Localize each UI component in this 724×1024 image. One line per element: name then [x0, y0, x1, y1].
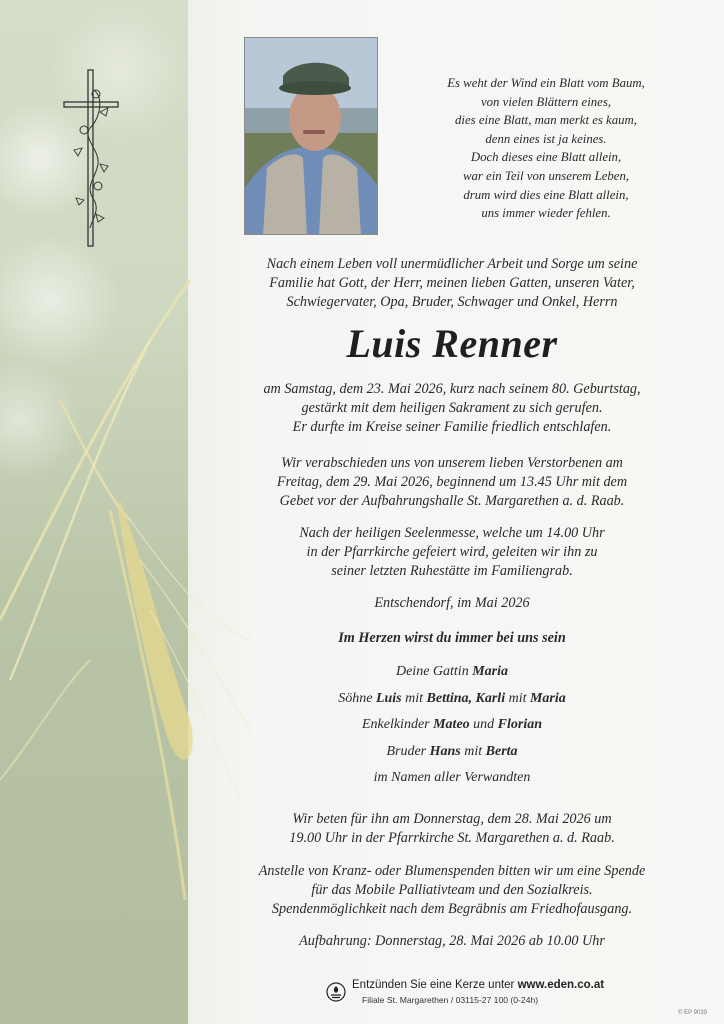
viewing-notice: Aufbahrung: Donnerstag, 28. Mai 2026 ab 10.00 Uhr [299, 933, 605, 949]
mourner-name: Hans [429, 743, 461, 759]
mourner-name: Berta [485, 743, 518, 759]
mourners-list [222, 662, 682, 795]
mass-line: in der Pfarrkirche gefeiert wird, geleiten wir ihn zu [306, 544, 598, 560]
portrait-figure [245, 38, 378, 235]
eden-logo-icon [326, 982, 346, 1002]
farewell-notice [222, 454, 682, 511]
donation-line: für das Mobile Palliativteam und den Sozialkreis. [311, 882, 593, 898]
mourner-name: Maria [472, 664, 508, 679]
mourner-label: mit [401, 690, 427, 706]
death-line: gestärkt mit dem heiligen Sakrament zu sich gerufen. [301, 400, 603, 416]
intro-line: Schwiegervater, Opa, Bruder, Schwager und Onkel, Herrn [286, 294, 618, 310]
mourner-name: Bettina, Karli [426, 690, 506, 706]
candle-footer [352, 979, 604, 991]
poem-line: dies eine Blatt, man merkt es kaum, [455, 113, 637, 128]
cross-with-roses-icon [60, 68, 122, 248]
branch-info: Filiale St. Margarethen / 03115-27 100 (0-24h) [362, 995, 539, 1005]
mourner-label: Deine Gattin [395, 664, 473, 679]
prayer-notice [222, 810, 682, 848]
mass-line: Nach der heiligen Seelenmesse, welche um 14.00 Uhr [299, 525, 605, 541]
farewell-line: Wir verabschieden uns von unserem lieben Verstorbenen am [281, 455, 623, 471]
mourner-label: und [469, 717, 498, 733]
portrait-photo [244, 37, 378, 235]
intro-line: Nach einem Leben voll unermüdlicher Arbeit und Sorge um seine [266, 256, 638, 272]
mourner-name: Luis [375, 690, 402, 706]
motto: Im Herzen wirst du immer bei uns sein [338, 630, 566, 646]
death-notice [222, 380, 682, 437]
prayer-line: 19.00 Uhr in der Pfarrkirche St. Margarethen a. d. Raab. [289, 830, 615, 846]
mourner-name: Maria [529, 690, 566, 706]
mourner-name: Mateo [433, 717, 470, 733]
poem-line: von vielen Blättern eines, [480, 94, 612, 109]
poem-line: uns immer wieder fehlen. [481, 206, 611, 221]
poem-line: Es weht der Wind ein Blatt vom Baum, [447, 76, 645, 90]
deceased-name: Luis Renner [346, 321, 558, 366]
death-line: Er durfte im Kreise seiner Familie friedlich entschlafen. [292, 419, 612, 435]
mass-line: seiner letzten Ruhestätte im Familiengrab. [331, 563, 573, 579]
place-date: Entschendorf, im Mai 2026 [374, 595, 530, 611]
donation-line: Anstelle von Kranz- oder Blumenspenden bitten wir um eine Spende [258, 863, 646, 879]
mourner-label: Enkelkinder [361, 717, 434, 733]
death-line: am Samstag, dem 23. Mai 2026, kurz nach seinem 80. Geburtstag, [263, 381, 641, 397]
wheat-stalk-illustration [0, 260, 260, 910]
mourner-label: mit [460, 743, 486, 759]
mourner-sons [222, 689, 682, 716]
mourner-brother [222, 742, 682, 769]
mourner-wife [222, 662, 682, 689]
mourner-label: Bruder [386, 743, 430, 759]
donation-notice [222, 862, 682, 919]
mourner-relatives: im Namen aller Verwandten [373, 770, 531, 786]
intro-text [222, 255, 682, 312]
farewell-line: Freitag, dem 29. Mai 2026, beginnend um 13.45 Uhr mit dem [276, 474, 628, 490]
intro-line: Familie hat Gott, der Herr, meinen lieben Gatten, unseren Vater, [269, 275, 635, 291]
mourner-label: Söhne [338, 690, 376, 706]
prayer-line: Wir beten für ihn am Donnerstag, dem 28. Mai 2026 um [292, 811, 612, 827]
poem-line: drum wird dies eine Blatt allein, [463, 187, 629, 202]
mourner-label: mit [505, 690, 530, 706]
donation-line: Spendenmöglichkeit nach dem Begräbnis am Friedhofausgang. [271, 901, 633, 917]
mass-notice [222, 524, 682, 581]
poem-line: denn eines ist ja keines. [485, 131, 607, 146]
eden-url-link[interactable]: www.eden.co.at [517, 979, 605, 991]
poem-line: war ein Teil von unserem Leben, [462, 168, 630, 183]
mourner-name: Florian [497, 717, 543, 733]
print-code: © EP 9039 [678, 1010, 707, 1016]
poem-line: Doch dieses eine Blatt allein, [470, 150, 622, 165]
farewell-line: Gebet vor der Aufbahrungshalle St. Margarethen a. d. Raab. [279, 493, 625, 509]
poem-block [410, 74, 682, 223]
candle-text: Entzünden Sie eine Kerze unter [352, 979, 518, 991]
mourner-grandchildren [222, 715, 682, 742]
